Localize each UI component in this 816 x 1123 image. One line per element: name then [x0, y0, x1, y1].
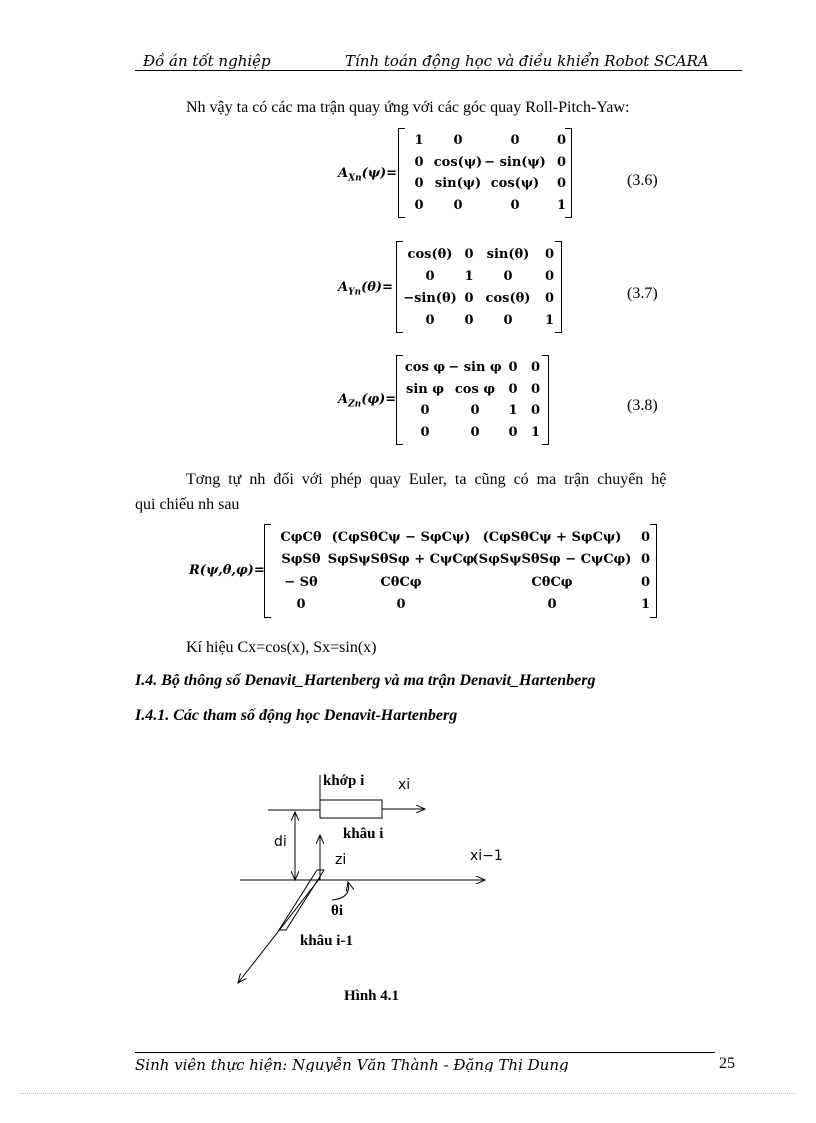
eq36-lhs — [338, 166, 397, 184]
eq38-matrix — [402, 357, 542, 443]
m38-cell: 0 — [530, 403, 540, 419]
m36-cell: 0 — [414, 197, 424, 213]
eq38-arg: (φ)= — [361, 392, 397, 407]
m38-cell: 0 — [420, 403, 430, 419]
m38-cell: sin φ — [406, 381, 444, 397]
m38-cell: cos φ — [454, 381, 496, 397]
eq37-sub: Yn — [348, 287, 362, 298]
m38-cell: 1 — [530, 424, 540, 440]
meuler-cell: 0 — [640, 552, 650, 568]
m36-cell: 0 — [453, 133, 463, 149]
theta-i-arc — [332, 882, 349, 900]
meuler-cell: (SφSψSθSφ − CψCφ) — [472, 552, 632, 568]
m37-cell: 0 — [464, 290, 474, 306]
m37-cell: 0 — [425, 268, 435, 284]
m37-cell: −sin(θ) — [403, 290, 457, 306]
m37-cell: 0 — [544, 290, 554, 306]
link-i-1-shape — [279, 870, 324, 930]
intro-text: Nh vậy ta có các ma trận quay ứng với các góc quay Roll-Pitch-Yaw: — [186, 99, 630, 116]
eq38-label: A — [338, 392, 349, 407]
meuler-cell: CφCθ — [280, 529, 322, 545]
m36-cell: 1 — [414, 133, 424, 149]
m36-cell: sin(ψ) — [434, 176, 482, 192]
joint-i-box — [320, 800, 382, 818]
fig-label-khau-i-1: khâu i-1 — [300, 933, 353, 949]
fig-label-khop-i: khớp i — [323, 773, 365, 789]
m38-cell: 0 — [420, 424, 430, 440]
notation-text: Kí hiệu Cx=cos(x), Sx=sin(x) — [186, 639, 377, 656]
page-bottom-dotted-line — [20, 1093, 796, 1094]
m37-cell: 0 — [544, 268, 554, 284]
meuler-cell: SφSθ — [281, 552, 321, 568]
euler-matrix — [272, 526, 650, 616]
euler-lhs: R(ψ,θ,φ)= — [189, 563, 265, 578]
m37-cell: sin(θ) — [486, 246, 530, 262]
eq37-number: (3.7) — [627, 285, 658, 302]
section-heading-1-4-1: I.4.1. Các tham số động học Denavit-Hartenberg — [135, 707, 458, 724]
eq36-label: A — [338, 166, 349, 181]
footer-left: Sinh viên thực hiện: Nguyễn Văn Thành - Đặng Thị Dung — [135, 1056, 569, 1072]
m37-cell: 0 — [464, 246, 474, 262]
m38-cell: 0 — [508, 360, 518, 376]
m36-cell: cos(ψ) — [433, 154, 483, 170]
m38-cell: 0 — [508, 424, 518, 440]
meuler-cell: − Sθ — [284, 574, 318, 590]
m37-cell: 1 — [544, 312, 554, 328]
m38-cell: 0 — [508, 381, 518, 397]
m37-cell: 0 — [425, 312, 435, 328]
fig-label-xi-1: xi−1 — [470, 848, 503, 864]
fig-label-khau-i: khâu i — [343, 826, 384, 842]
eq37-label: A — [338, 280, 349, 295]
m37-cell: cos(θ) — [407, 246, 453, 262]
m38-cell: cos φ — [404, 360, 446, 376]
m38-cell: − sin φ — [448, 360, 502, 376]
fig-label-xi: xi — [398, 777, 411, 793]
page-number: 25 — [719, 1055, 735, 1072]
eq37-lhs — [338, 280, 393, 298]
header-right: Tính toán động học và điều khiển Robot SCARA — [345, 52, 709, 70]
m36-cell: 0 — [556, 133, 566, 149]
m36-cell: cos(ψ) — [490, 176, 540, 192]
link-i-1-axis-arrow — [238, 878, 320, 983]
fig-label-di: di — [274, 834, 287, 850]
m37-cell: 0 — [503, 312, 513, 328]
m36-cell: 1 — [556, 197, 566, 213]
eq36-sub: Xn — [348, 173, 362, 184]
meuler-cell: (CφSθCψ + SφCψ) — [482, 529, 622, 545]
meuler-cell: CθCφ — [531, 574, 573, 590]
m37-cell: 0 — [544, 246, 554, 262]
m36-cell: 0 — [414, 154, 424, 170]
m37-cell: 1 — [464, 268, 474, 284]
meuler-cell: (CφSθCψ − SφCψ) — [331, 529, 471, 545]
eq36-bracket-right — [565, 128, 572, 218]
meuler-cell: 1 — [640, 597, 650, 613]
m36-cell: 0 — [414, 176, 424, 192]
eq38-sub: Zn — [348, 399, 362, 410]
m37-cell: 0 — [503, 268, 513, 284]
eq36-number: (3.6) — [627, 172, 658, 189]
m36-cell: 0 — [510, 197, 520, 213]
m38-cell: 0 — [470, 424, 480, 440]
header-rule — [135, 70, 742, 71]
eq37-bracket-right — [555, 241, 562, 333]
figure-caption: Hình 4.1 — [344, 988, 400, 1004]
eq36-matrix — [406, 130, 566, 216]
euler-bracket-left — [264, 524, 271, 618]
eq37-matrix — [402, 243, 554, 331]
eq38-lhs — [338, 392, 396, 410]
fig-label-zi: zi — [335, 852, 347, 868]
meuler-cell: 0 — [640, 529, 650, 545]
header-left: Đồ án tốt nghiệp — [143, 52, 271, 70]
m36-cell: − sin(ψ) — [484, 154, 546, 170]
m36-cell: 0 — [556, 154, 566, 170]
m36-cell: 0 — [510, 133, 520, 149]
m37-cell: cos(θ) — [485, 290, 531, 306]
section-heading-1-4: I.4. Bộ thông số Denavit_Hartenberg và ma trận Denavit_Hartenberg — [135, 672, 596, 689]
eq38-number: (3.8) — [627, 397, 658, 414]
eq38-bracket-right — [542, 355, 549, 445]
eq36-arg: (ψ)= — [361, 166, 398, 181]
meuler-cell: 0 — [396, 597, 406, 613]
eq36-bracket-left — [398, 128, 405, 218]
m38-cell: 0 — [530, 360, 540, 376]
m36-cell: 0 — [453, 197, 463, 213]
m38-cell: 1 — [508, 403, 518, 419]
para2-line1: Tơng tự nh đối với phép quay Euler, ta cũng có ma trận chuyển hệ — [186, 471, 667, 488]
m38-cell: 0 — [530, 381, 540, 397]
meuler-cell: CθCφ — [380, 574, 422, 590]
meuler-cell: 0 — [547, 597, 557, 613]
eq37-arg: (θ)= — [361, 280, 393, 295]
fig-label-theta-i: θi — [331, 903, 343, 919]
meuler-cell: 0 — [640, 574, 650, 590]
para2-line2: qui chiếu nh sau — [135, 496, 240, 513]
meuler-cell: SφSψSθSφ + CψCφ — [327, 552, 475, 568]
m38-cell: 0 — [470, 403, 480, 419]
meuler-cell: 0 — [296, 597, 306, 613]
euler-bracket-right — [650, 524, 657, 618]
m36-cell: 0 — [556, 176, 566, 192]
m37-cell: 0 — [464, 312, 474, 328]
footer-rule — [135, 1052, 715, 1053]
